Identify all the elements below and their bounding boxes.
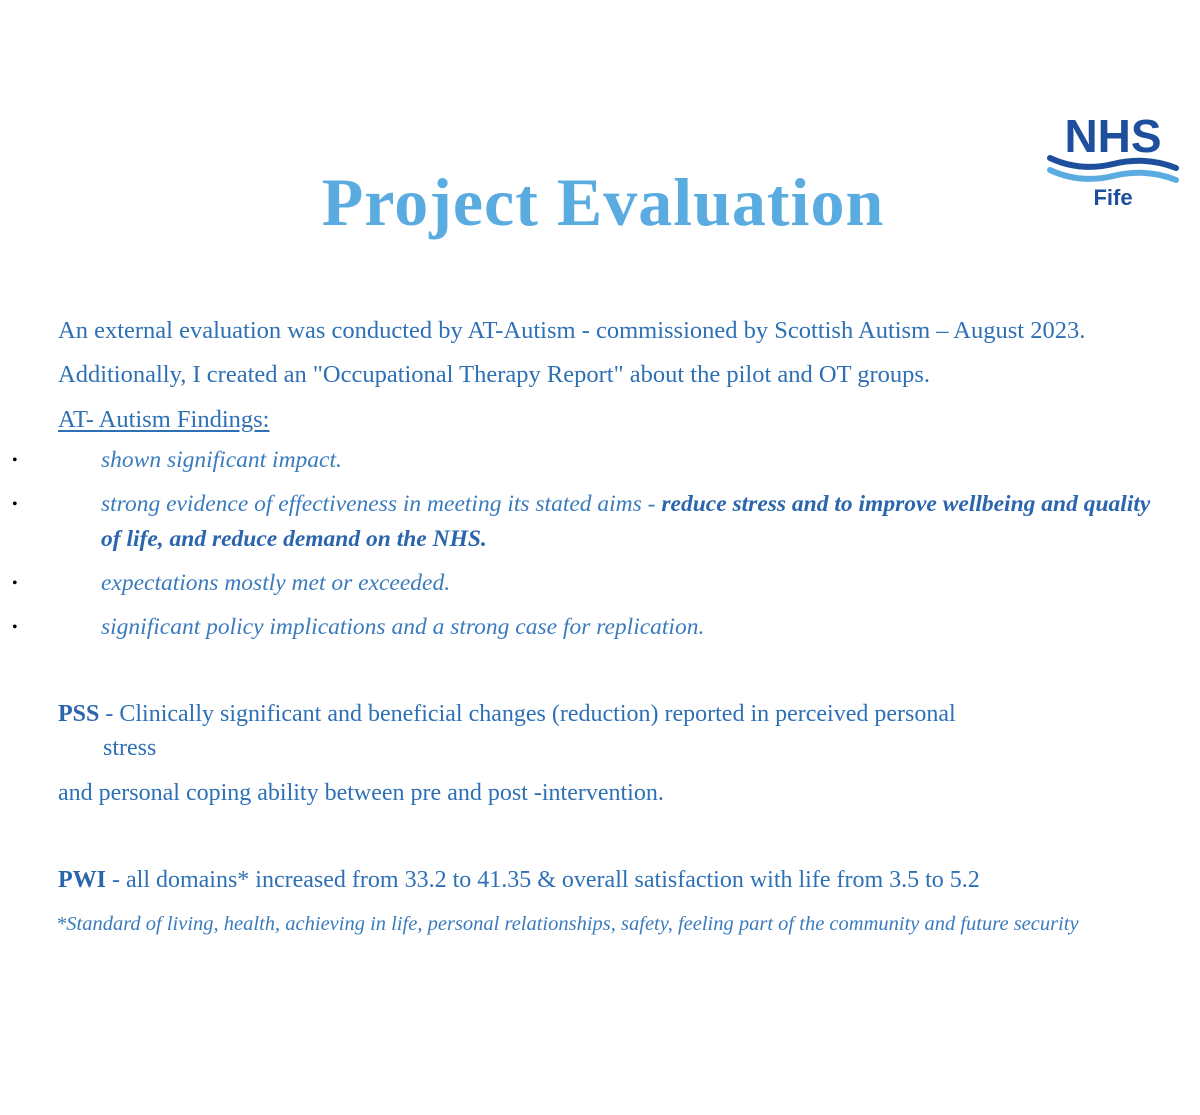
pss-wrap: stress: [103, 735, 157, 761]
pwi-label: PWI: [58, 867, 106, 893]
list-item: [0, 487, 1160, 557]
pss-continuation: and personal coping ability between pre and post -intervention.: [58, 780, 664, 806]
svg-text:NHS: NHS: [1064, 112, 1162, 162]
bullet-icon: •: [12, 452, 18, 469]
finding-text: shown significant impact.: [101, 447, 342, 473]
pss-label: PSS: [58, 701, 100, 727]
intro-paragraph: An external evaluation was conducted by AT-Autism - commissioned by Scottish Autism – August 2023. Additionally, I created an "Occupational Therapy Report" about the pilot and OT groups.: [58, 317, 1086, 388]
pwi-text: - all domains* increased from 33.2 to 41.35 & overall satisfaction with life from 3.5 to 5.2: [106, 867, 980, 893]
pss-paragraph: [58, 697, 1138, 765]
findings-list: [0, 443, 1160, 654]
svg-text:Fife: Fife: [1093, 185, 1133, 210]
list-item: [0, 443, 1160, 478]
bullet-icon: •: [12, 496, 18, 513]
finding-text: strong evidence of effectiveness in meeting its stated aims -: [101, 491, 662, 517]
pwi-footnote: *Standard of living, health, achieving in life, personal relationships, safety, feeling part of the community and future security: [56, 913, 1079, 935]
finding-emphasis: reduce stress and to improve wellbeing and quality of life, and reduce demand on the NHS.: [101, 491, 1151, 552]
finding-text: expectations mostly met or exceeded.: [101, 570, 451, 596]
pwi-paragraph: [58, 863, 1178, 897]
bullet-icon: •: [12, 575, 18, 592]
findings-heading: AT- Autism Findings:: [58, 406, 270, 433]
pss-text: - Clinically significant and beneficial changes (reduction) reported in perceived personal: [99, 701, 956, 727]
page-title: Project Evaluation: [321, 164, 885, 240]
bullet-icon: •: [12, 619, 18, 636]
list-item: [0, 566, 1160, 601]
finding-text: significant policy implications and a strong case for replication.: [101, 614, 705, 640]
list-item: [0, 610, 1160, 645]
